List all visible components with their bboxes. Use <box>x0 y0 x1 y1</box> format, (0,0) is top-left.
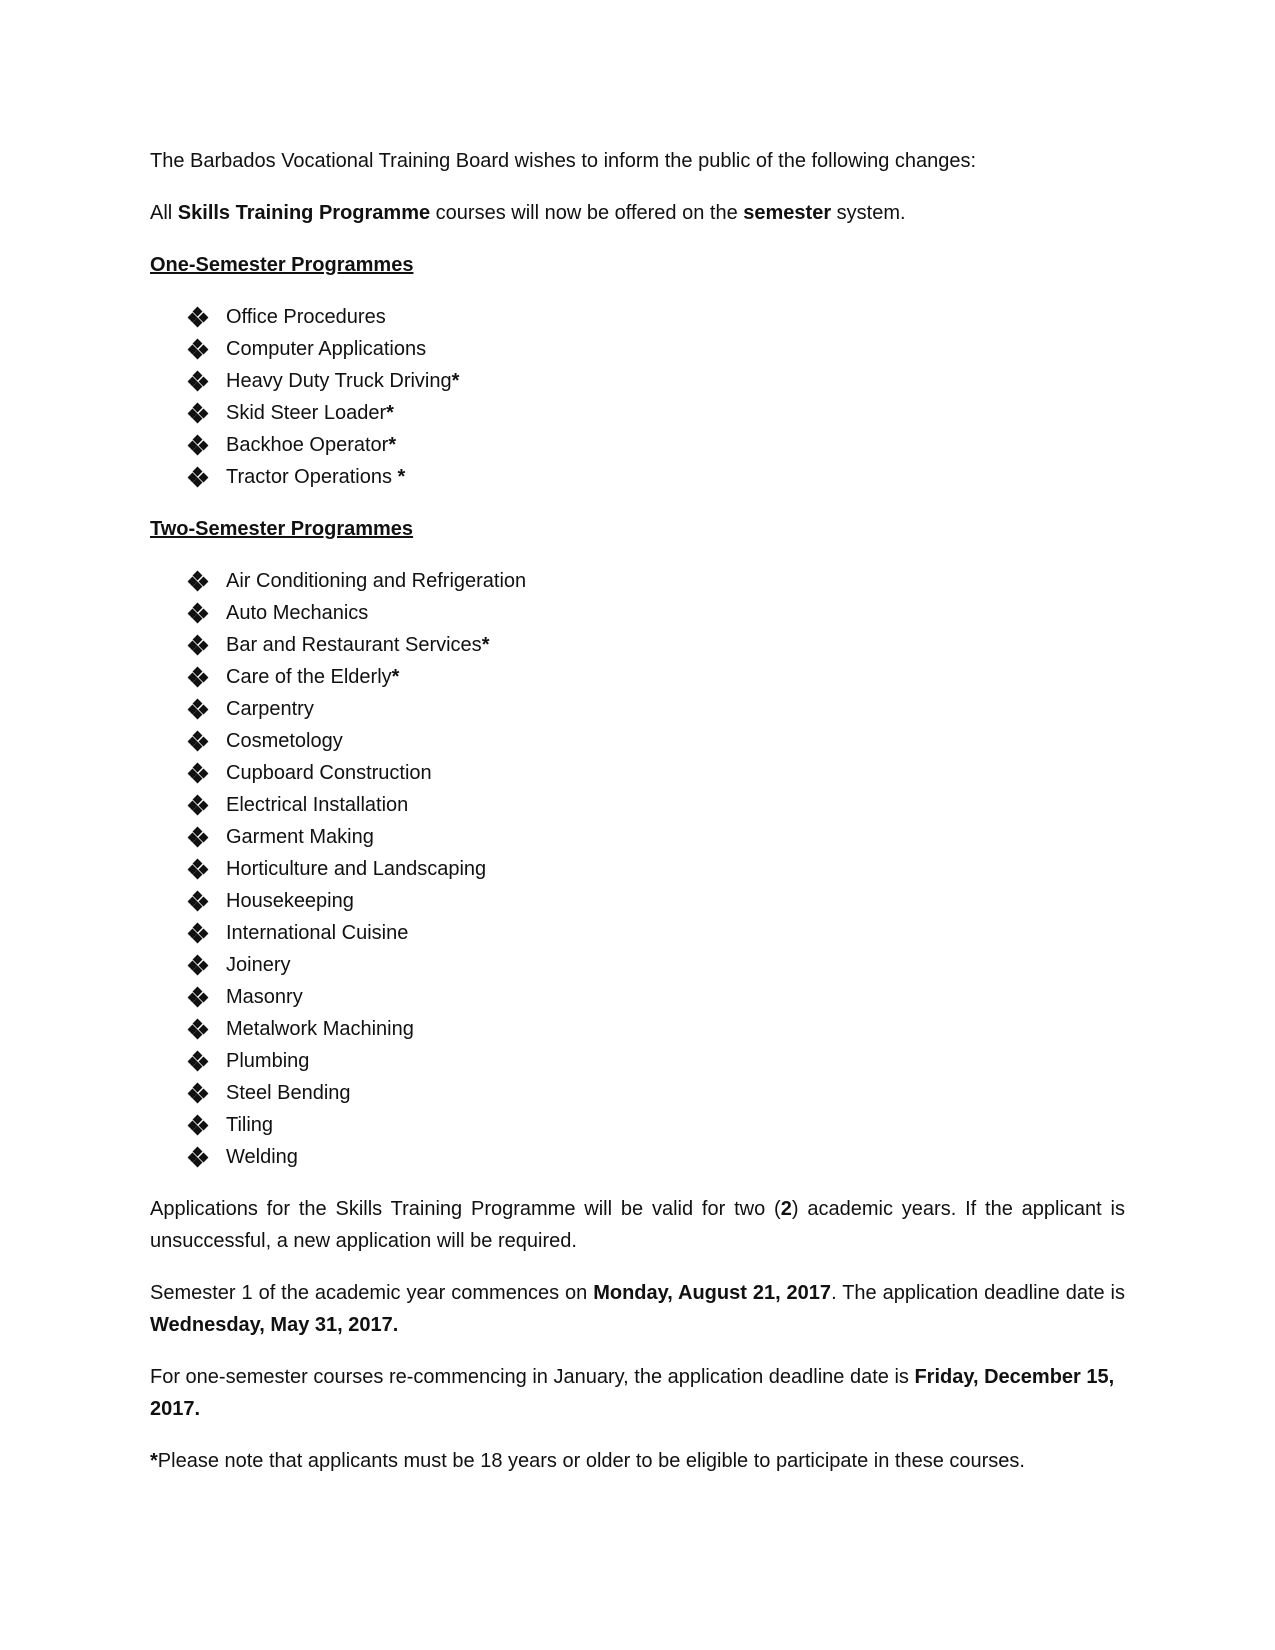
semester-note-bold-semester: semester <box>743 202 832 224</box>
semester1-mid: . The application deadline date is <box>831 1282 1125 1304</box>
list-item <box>150 365 1125 397</box>
list-item <box>150 1013 1125 1045</box>
intro-paragraph: The Barbados Vocational Training Board wishes to inform the public of the following changes: <box>150 150 977 172</box>
list-item-label: Bar and Restaurant Services <box>226 634 482 656</box>
diamond-bullet-icon <box>189 604 207 622</box>
list-item-label: Cupboard Construction <box>226 762 432 784</box>
list-item <box>150 597 1125 629</box>
semester-note-mid: courses will now be offered on the <box>430 202 744 224</box>
list-item-asterisk: * <box>451 370 460 392</box>
list-item-label: Skid Steer Loader <box>226 402 387 424</box>
list-item-label: Horticulture and Landscaping <box>226 858 487 880</box>
semester-note-bold-programme: Skills Training Programme <box>177 202 431 224</box>
diamond-bullet-icon <box>189 796 207 814</box>
diamond-bullet-icon <box>189 668 207 686</box>
list-item <box>150 661 1125 693</box>
list-item-label: Air Conditioning and Refrigeration <box>226 570 527 592</box>
semester1-pre: Semester 1 of the academic year commences on <box>150 1282 594 1304</box>
one-semester-list <box>150 301 1125 493</box>
diamond-bullet-icon <box>189 372 207 390</box>
list-item-label: Welding <box>226 1146 298 1168</box>
list-item-label: Care of the Elderly <box>226 666 392 688</box>
diamond-bullet-icon <box>189 860 207 878</box>
validity-paragraph <box>150 1193 1125 1257</box>
diamond-bullet-icon <box>189 1020 207 1038</box>
list-item-label: Auto Mechanics <box>226 602 369 624</box>
list-item-label: Tractor Operations <box>226 466 398 488</box>
list-item-asterisk: * <box>397 466 406 488</box>
january-pre: For one-semester courses re-commencing in January, the application deadline date is <box>150 1366 915 1388</box>
list-item <box>150 693 1125 725</box>
document-page <box>150 145 1125 1497</box>
list-item <box>150 853 1125 885</box>
diamond-bullet-icon <box>189 924 207 942</box>
semester-note-post: system. <box>831 202 906 224</box>
semester-one-paragraph <box>150 1277 1125 1341</box>
list-item <box>150 429 1125 461</box>
list-item-asterisk: * <box>386 402 394 424</box>
list-item <box>150 757 1125 789</box>
list-item-label: Cosmetology <box>226 730 343 752</box>
one-semester-heading: One-Semester Programmes <box>150 254 414 276</box>
list-item-label: Garment Making <box>226 826 374 848</box>
list-item <box>150 461 1125 493</box>
january-paragraph <box>150 1361 1125 1425</box>
diamond-bullet-icon <box>189 436 207 454</box>
list-item-asterisk: * <box>481 634 490 656</box>
diamond-bullet-icon <box>189 1084 207 1102</box>
list-item-label: Electrical Installation <box>226 794 409 816</box>
diamond-bullet-icon <box>189 1148 207 1166</box>
age-note-asterisk: * <box>150 1450 158 1472</box>
diamond-bullet-icon <box>189 956 207 974</box>
list-item-label: Carpentry <box>226 698 314 720</box>
diamond-bullet-icon <box>189 1116 207 1134</box>
list-item <box>150 1077 1125 1109</box>
list-item-label: Joinery <box>226 954 291 976</box>
semester1-deadline-date: Wednesday, May 31, 2017. <box>150 1314 399 1336</box>
list-item-label: Tiling <box>226 1114 274 1136</box>
diamond-bullet-icon <box>189 308 207 326</box>
semester1-start-date: Monday, August 21, 2017 <box>593 1282 832 1304</box>
list-item-label: Computer Applications <box>226 338 427 360</box>
validity-pre: Applications for the Skills Training Programme will be valid for two ( <box>150 1198 781 1220</box>
list-item-label: Plumbing <box>226 1050 310 1072</box>
list-item-label: Metalwork Machining <box>226 1018 414 1040</box>
list-item <box>150 949 1125 981</box>
diamond-bullet-icon <box>189 340 207 358</box>
diamond-bullet-icon <box>189 988 207 1006</box>
list-item <box>150 821 1125 853</box>
validity-bold-number: 2 <box>780 1198 792 1220</box>
list-item <box>150 565 1125 597</box>
diamond-bullet-icon <box>189 892 207 910</box>
list-item <box>150 789 1125 821</box>
list-item-label: Office Procedures <box>226 306 386 328</box>
list-item-label: Masonry <box>226 986 303 1008</box>
list-item <box>150 629 1125 661</box>
list-item-label: International Cuisine <box>226 922 409 944</box>
list-item-label: Housekeeping <box>226 890 354 912</box>
january-deadline-date: Friday, December 15, 2017. <box>150 1366 1115 1420</box>
list-item-label: Heavy Duty Truck Driving <box>226 370 452 392</box>
diamond-bullet-icon <box>189 732 207 750</box>
list-item <box>150 1109 1125 1141</box>
diamond-bullet-icon <box>189 572 207 590</box>
diamond-bullet-icon <box>189 764 207 782</box>
list-item-label: Steel Bending <box>226 1082 351 1104</box>
semester-note-pre: All <box>150 202 178 224</box>
list-item <box>150 981 1125 1013</box>
list-item <box>150 1045 1125 1077</box>
list-item <box>150 301 1125 333</box>
list-item <box>150 917 1125 949</box>
semester-system-paragraph <box>150 197 1125 229</box>
two-semester-heading: Two-Semester Programmes <box>150 518 414 540</box>
list-item <box>150 725 1125 757</box>
diamond-bullet-icon <box>189 700 207 718</box>
age-note-text: Please note that applicants must be 18 years or older to be eligible to participate in these courses. <box>157 1450 1025 1472</box>
age-note-paragraph <box>150 1445 1125 1477</box>
list-item-asterisk: * <box>391 666 400 688</box>
diamond-bullet-icon <box>189 1052 207 1070</box>
list-item <box>150 1141 1125 1173</box>
list-item <box>150 397 1125 429</box>
list-item-label: Backhoe Operator <box>226 434 389 456</box>
diamond-bullet-icon <box>189 828 207 846</box>
diamond-bullet-icon <box>189 404 207 422</box>
validity-post: ) academic years. If the applicant is unsuccessful, a new application will be required. <box>150 1198 1125 1252</box>
list-item-asterisk: * <box>388 434 397 456</box>
two-semester-list <box>150 565 1125 1173</box>
list-item <box>150 333 1125 365</box>
diamond-bullet-icon <box>189 636 207 654</box>
diamond-bullet-icon <box>189 468 207 486</box>
list-item <box>150 885 1125 917</box>
